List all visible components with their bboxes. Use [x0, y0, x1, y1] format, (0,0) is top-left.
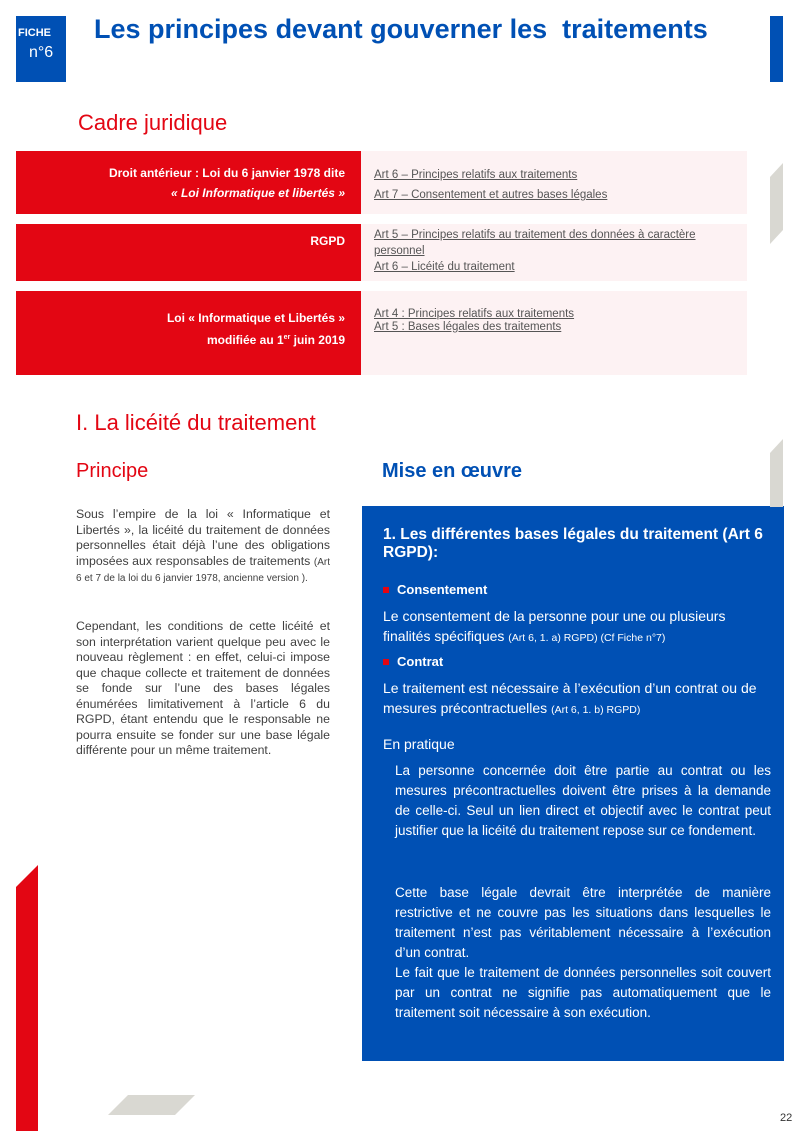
- contrat-text: Le traitement est nécessaire à l’exécution d’un contrat ou de mesures précontractuelles (Art 6, 1. b) RGPD): [383, 680, 757, 716]
- red-square-bullet-icon: [383, 659, 389, 665]
- article-link[interactable]: Art 4 : Principes relatifs aux traitements: [374, 308, 575, 320]
- bases-legales-box: [362, 506, 784, 1061]
- page-title: Les principes devant gouverner les traitements: [94, 14, 708, 44]
- box-heading: 1. Les différentes bases légales du traitement (Art 6 RGPD):: [383, 526, 763, 561]
- article-link[interactable]: Art 6 – Licéité du traitement: [374, 261, 515, 273]
- legal-row-1-line1: Droit antérieur : Loi du 6 janvier 1978 dite: [108, 166, 345, 180]
- pratique-paragraph-2: Cette base légale devrait être interprétée de manière restrictive et ne couvre pas les situations dans lesquelles le traitement n’est pas véritablement nécessaire à l’exécution d’un contrat.: [395, 885, 771, 960]
- pratique-paragraph-1: La personne concernée doit être partie au contrat ou les mesures précontractuelles doivent être prises à la demande de celle-ci. Seul un lien direct et objectif avec le contrat peut justifier que la licéité du traitement repose sur ce fondement.: [395, 763, 771, 838]
- red-square-bullet-icon: [383, 587, 389, 593]
- principe-heading: Principe: [76, 460, 149, 482]
- legal-row-2-label: [16, 224, 361, 281]
- article-link[interactable]: Art 6 – Principes relatifs aux traitements: [374, 169, 578, 181]
- gray-decoration-bottom: [108, 1095, 196, 1117]
- gray-decoration-middle: [768, 439, 786, 507]
- article-link[interactable]: Art 5 : Bases légales des traitements: [374, 321, 562, 333]
- fiche-badge: [16, 16, 66, 82]
- section-heading: I. La licéité du traitement: [76, 410, 316, 435]
- legal-row-2-line1: RGPD: [310, 234, 345, 248]
- legal-row-3-label: [16, 291, 361, 375]
- header-accent-bar: [770, 16, 783, 82]
- gray-decoration-top: [768, 163, 786, 247]
- legal-row-3-line2: modifiée au 1er juin 2019: [206, 333, 345, 347]
- red-decoration-strip: [16, 865, 40, 1131]
- principe-paragraph-2: Cependant, les conditions de cette licéité et son interprétation varient quelque peu avec le nouveau règlement : en effet, celui-ci impose que chaque collecte et traitement de données se fonde sur l’une des bases légales énumérées limitativement à l’article 6 du RGPD, étant entendu que le responsable ne pourra ensuite se fonder sur une base légale différente pour un même traitement.: [76, 619, 330, 757]
- mise-en-oeuvre-heading: Mise en œuvre: [382, 460, 523, 482]
- bullet-consentement: Consentement: [383, 582, 487, 597]
- fiche-label: FICHE: [18, 27, 51, 39]
- legal-row-3-line1: Loi « Informatique et Libertés »: [166, 311, 345, 325]
- principe-paragraph-1: Sous l’empire de la loi « Informatique et Libertés », la licéité du traitement de données personnelles était déjà l’une des obligations imposées aux responsables de traitements (Art 6 et 7 de la loi du 6 janvier 1978, ancienne version ).: [76, 507, 330, 584]
- fiche-number: n°6: [29, 44, 54, 61]
- legal-row-1-label: [16, 151, 361, 214]
- consentement-text: Le consentement de la personne pour une ou plusieurs finalités spécifiques (Art 6, 1. a) RGPD) (Cf Fiche n°7): [383, 608, 726, 644]
- legal-row-2-articles: [361, 224, 747, 281]
- legal-row-3-articles: [361, 291, 747, 375]
- cadre-juridique-heading: Cadre juridique: [78, 110, 228, 135]
- article-link[interactable]: Art 7 – Consentement et autres bases légales: [374, 189, 608, 201]
- pratique-paragraph-3: Le fait que le traitement de données personnelles soit couvert par un contrat ne signifie pas automatiquement que le traitement soit nécessaire à son exécution.: [395, 965, 771, 1020]
- bullet-contrat: Contrat: [383, 654, 443, 669]
- article-link[interactable]: Art 5 – Principes relatifs au traitement des données à caractère personnel: [374, 229, 696, 257]
- page-number: 22: [780, 1112, 793, 1124]
- legal-row-1-line2: « Loi Informatique et libertés »: [170, 186, 345, 200]
- legal-row-1-articles: [361, 151, 747, 214]
- en-pratique-label: En pratique: [383, 736, 455, 752]
